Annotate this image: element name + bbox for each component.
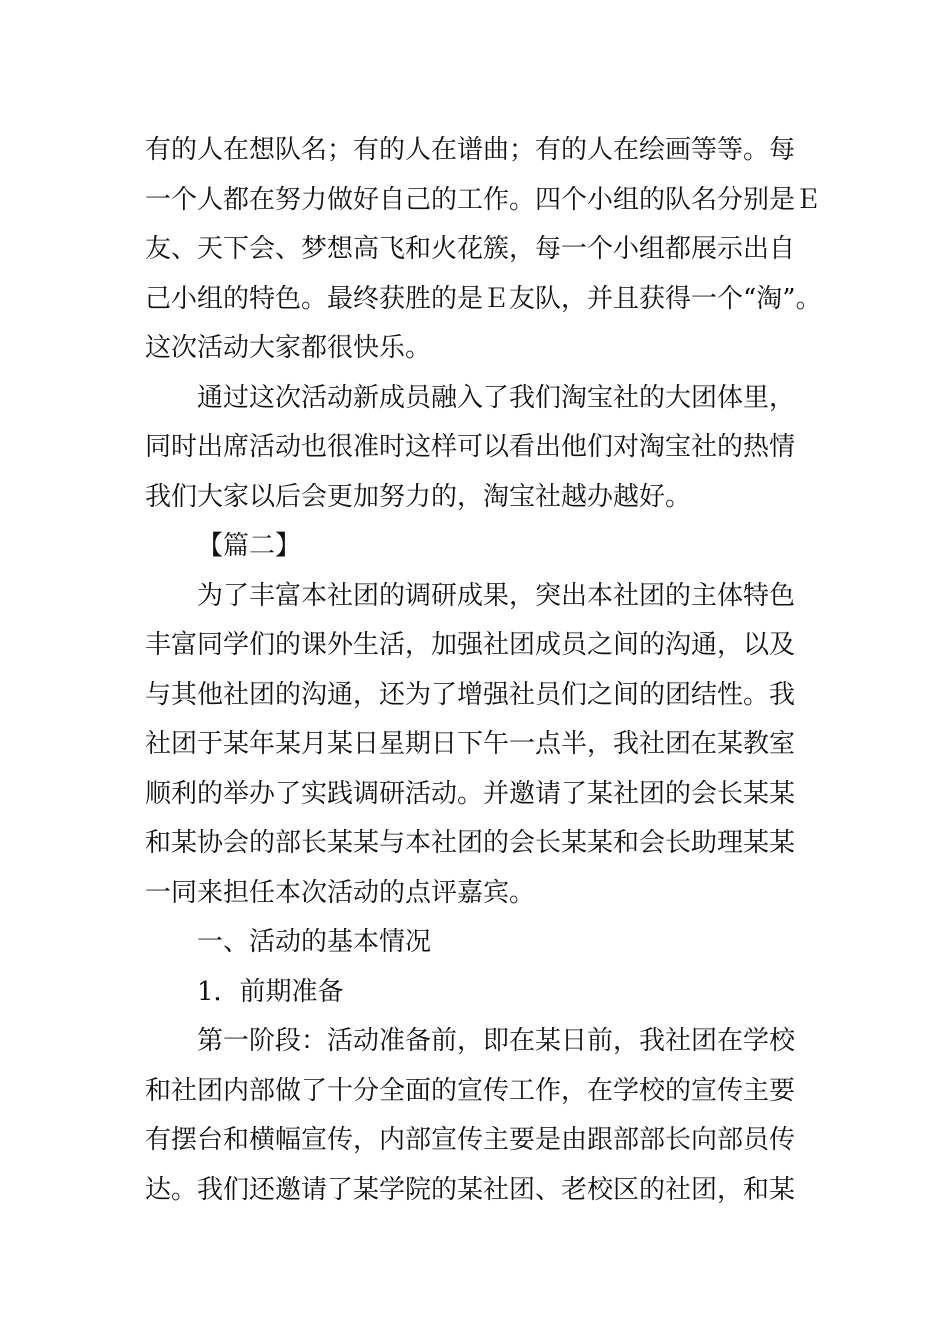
paragraph-first-line: 第一阶段：活动准备前，即在某日前，我社团在学校 xyxy=(197,1026,796,1056)
body-text-line: 一个人都在努力做好自己的工作。四个小组的队名分别是Ｅ xyxy=(145,185,822,215)
body-text-line: 顺利的举办了实践调研活动。并邀请了某社团的会长某某 xyxy=(145,779,796,809)
body-text-line: 一同来担任本次活动的点评嘉宾。 xyxy=(145,878,536,908)
body-text-line: 同时出席活动也很准时这样可以看出他们对淘宝社的热情 xyxy=(145,432,796,462)
body-text-line: 这次活动大家都很快乐。 xyxy=(145,333,432,363)
paragraph-first-line: 为了丰富本社团的调研成果，突出本社团的主体特色 xyxy=(197,581,796,611)
body-text-line: 己小组的特色。最终获胜的是Ｅ友队，并且获得一个“淘”。 xyxy=(145,284,822,314)
subsection-heading: 1．前期准备 xyxy=(197,977,344,1007)
body-text-line: 我们大家以后会更加努力的，淘宝社越办越好。 xyxy=(145,482,692,512)
paragraph-first-line: 通过这次活动新成员融入了我们淘宝社的大团体里， xyxy=(197,383,796,413)
body-text-line: 友、天下会、梦想高飞和火花簇，每一个小组都展示出自 xyxy=(145,234,796,264)
body-text-line: 丰富同学们的课外生活，加强社团成员之间的沟通，以及 xyxy=(145,630,796,660)
body-text-line: 有摆台和横幅宣传，内部宣传主要是由跟部部长向部员传 xyxy=(145,1125,796,1155)
body-text-line: 和某协会的部长某某与本社团的会长某某和会长助理某某 xyxy=(145,828,796,858)
body-text-line: 与其他社团的沟通，还为了增强社员们之间的团结性。我 xyxy=(145,680,796,710)
subsection-heading: 一、活动的基本情况 xyxy=(197,927,432,957)
body-text-line: 社团于某年某月某日星期日下午一点半，我社团在某教室 xyxy=(145,729,796,759)
body-text-line: 达。我们还邀请了某学院的某社团、老校区的社团，和某 xyxy=(145,1175,796,1205)
body-text-line: 有的人在想队名；有的人在谱曲；有的人在绘画等等。每 xyxy=(145,135,796,165)
section-heading: 【篇二】 xyxy=(197,531,302,561)
body-text-line: 和社团内部做了十分全面的宣传工作，在学校的宣传主要 xyxy=(145,1076,796,1106)
